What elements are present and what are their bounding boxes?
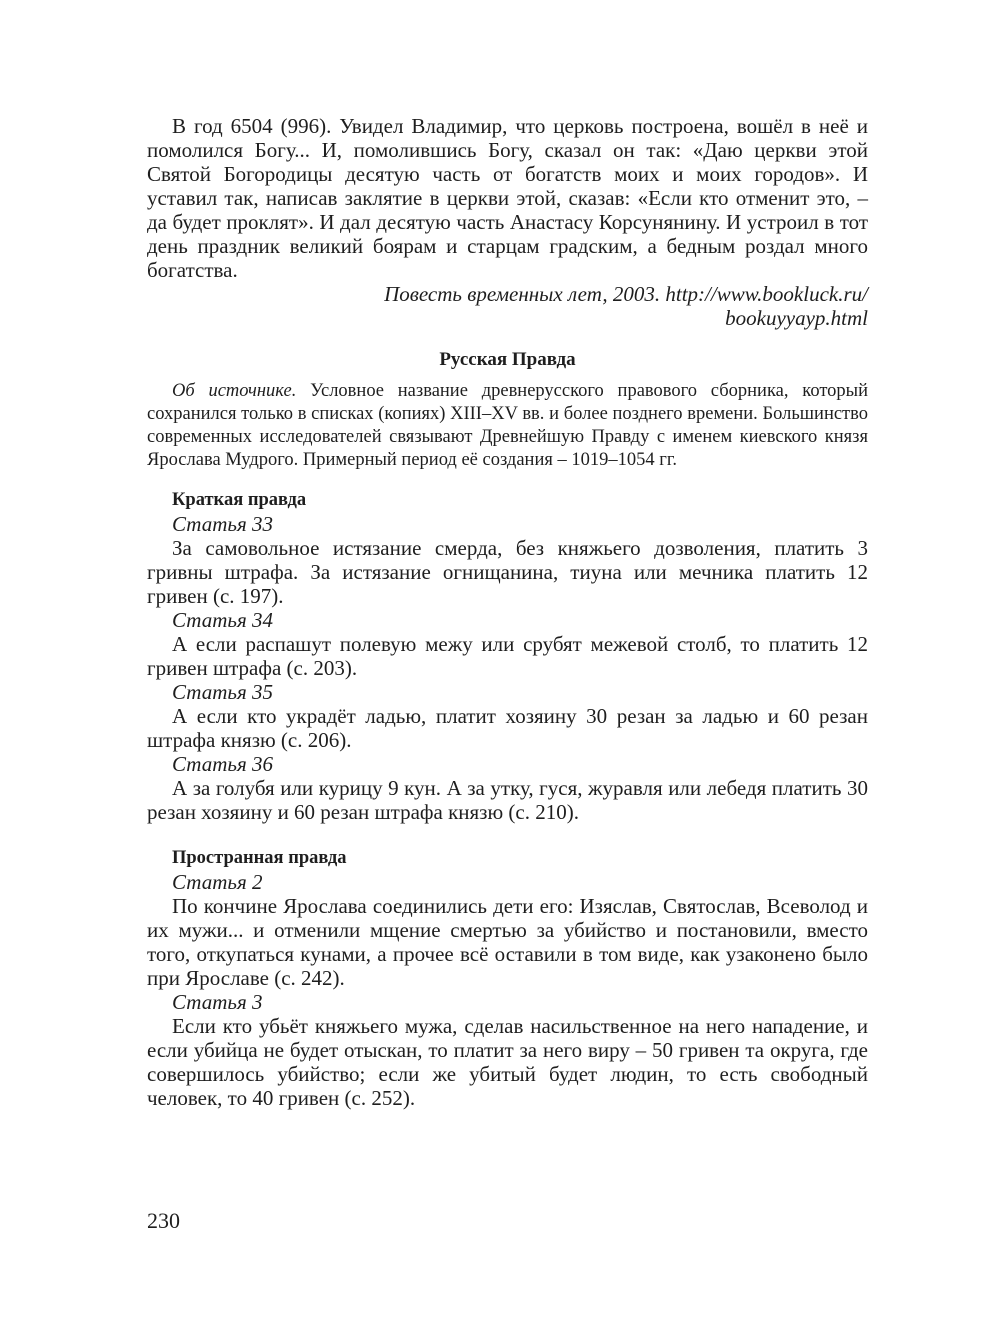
article-text: Если кто убьёт княжьего мужа, сделав насильственное на него нападение, и если убийца не будет отыскан, то платит за него виру – 50 гривен та округа, где совершилось убийство; если же убитый будет людин, то есть свободный человек, то 40 гривен (с. 252). (147, 1014, 868, 1110)
article-label: Статья 34 (172, 608, 273, 632)
article-label: Статья 35 (172, 680, 273, 704)
article-label: Статья 3 (172, 990, 263, 1014)
article-label: Статья 36 (172, 752, 273, 776)
about-text: Условное название древнерусского правового сборника, который сохранился только в списках (копиях) XIII–XV вв. и более позднего времени. Большинство современных исследователей связывают Древнейшую Правду с именем киевского князя Ярослава Мудрого. Примерный период её создания – 1019–1054 гг. (147, 381, 868, 470)
article-text: А за голубя или курицу 9 кун. А за утку, гуся, журавля или лебедя платить 30 резан хозяину и 60 резан штрафа князю (с. 210). (147, 776, 868, 824)
about-source-paragraph (147, 380, 868, 472)
about-label: Об источнике. (172, 381, 297, 401)
quote-source-line-1: Повесть временных лет, 2003. http://www.bookluck.ru/ (384, 282, 868, 306)
article-text: А если распашут полевую межу или срубят межевой столб, то платить 12 гривен штрафа (с. 203). (147, 632, 868, 680)
chronicle-quote: В год 6504 (996). Увидел Владимир, что церковь построена, вошёл в неё и помолился Богу... И, помолившись Богу, сказал он так: «Даю церкви этой Святой Богородицы десятую часть от богатств моих и моих городов». И уставил так, написав заклятие в церкви этой, сказав: «Если кто отменит это, – да будет проклят». И дал десятую часть Анастасу Корсунянину. И устроил в тот день праздник великий боярам и старцам градским, а бедным роздал много богатства. (147, 114, 868, 282)
long-pravda-heading: Пространная правда (172, 848, 347, 868)
page-content (147, 114, 868, 1110)
article-text: А если кто украдёт ладью, платит хозяину 30 резан за ладью и 60 резан штрафа князю (с. 206). (147, 704, 868, 752)
short-pravda-heading: Краткая правда (172, 490, 307, 510)
article-label: Статья 2 (172, 870, 263, 894)
page-number: 230 (147, 1208, 180, 1233)
article-label: Статья 33 (172, 512, 273, 536)
section-title: Русская Правда (439, 349, 576, 370)
quote-source-line-2: bookuyyayp.html (725, 306, 868, 330)
article-text: По кончине Ярослава соединились дети его: Изяслав, Святослав, Всеволод и их мужи... и отменили мщение смертью за убийство и постановили, вместо того, откупаться кунами, а прочее всё оставили в том виде, как узаконено было при Ярославе (с. 242). (147, 894, 868, 990)
article-text: За самовольное истязание смерда, без княжьего дозволения, платить 3 гривны штрафа. За истязание огнищанина, тиуна или мечника платить 12 гривен (с. 197). (147, 536, 868, 608)
